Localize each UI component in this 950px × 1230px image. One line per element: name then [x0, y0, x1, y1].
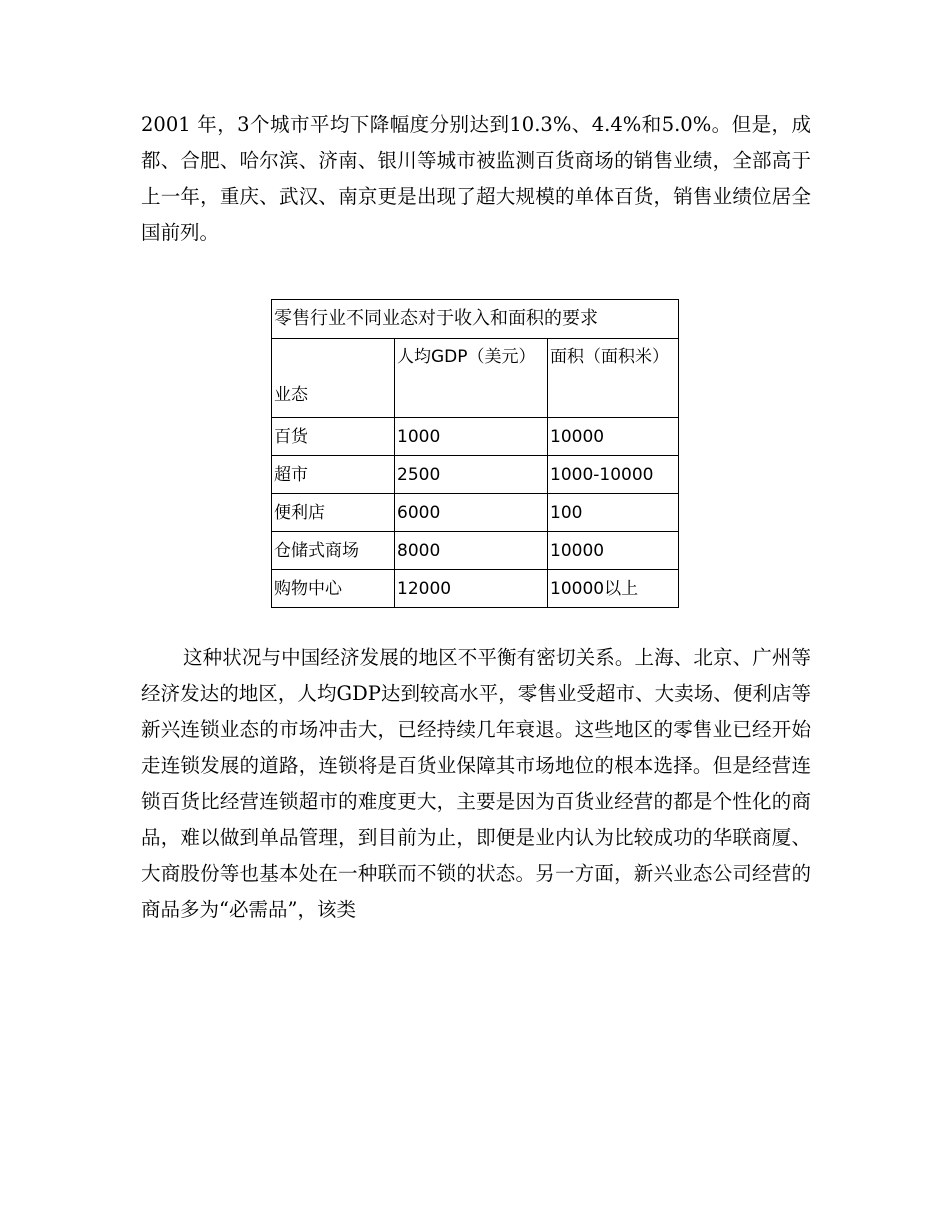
cell-area: 10000	[548, 418, 679, 456]
retail-format-table-container	[271, 299, 679, 608]
header-area: 面积（面积米）	[548, 339, 679, 418]
cell-area: 10000	[548, 532, 679, 570]
table-row	[272, 418, 679, 456]
cell-format: 仓储式商场	[272, 532, 395, 570]
table-row	[272, 532, 679, 570]
cell-area: 10000以上	[548, 570, 679, 608]
cell-area: 100	[548, 494, 679, 532]
cell-area: 1000-10000	[548, 456, 679, 494]
table-row	[272, 570, 679, 608]
cell-gdp: 2500	[395, 456, 548, 494]
cell-gdp: 6000	[395, 494, 548, 532]
cell-format: 超市	[272, 456, 395, 494]
paragraph-intro: 2001 年，3个城市平均下降幅度分别达到10.3%、4.4%和5.0%。但是，成都、合肥、哈尔滨、济南、银川等城市被监测百货商场的销售业绩，全部高于上一年，重庆、武汉、南京更是出现了超大规模的单体百货，销售业绩位居全国前列。	[141, 113, 811, 244]
retail-format-requirements-table	[271, 299, 679, 608]
paragraph-analysis: 这种状况与中国经济发展的地区不平衡有密切关系。上海、北京、广州等经济发达的地区，人均GDP达到较高水平，零售业受超市、大卖场、便利店等新兴连锁业态的市场冲击大，已经持续几年衰退。这些地区的零售业已经开始走连锁发展的道路，连锁将是百货业保障其市场地位的根本选择。但是经营连锁百货比经营连锁超市的难度更大，主要是因为百货业经营的都是个性化的商品，难以做到单品管理，到目前为止，即便是业内认为比较成功的华联商厦、大商股份等也基本处在一种联而不锁的状态。另一方面，新兴业态公司经营的商品多为“必需品”，该类	[141, 646, 811, 921]
table-row	[272, 456, 679, 494]
cell-gdp: 12000	[395, 570, 548, 608]
table-header-row	[272, 339, 679, 418]
cell-format: 便利店	[272, 494, 395, 532]
cell-gdp: 8000	[395, 532, 548, 570]
table-title: 零售行业不同业态对于收入和面积的要求	[272, 300, 679, 339]
header-gdp-per-capita: 人均GDP（美元）	[395, 339, 548, 418]
header-format: 业态	[272, 339, 395, 418]
cell-format: 购物中心	[272, 570, 395, 608]
cell-format: 百货	[272, 418, 395, 456]
table-row	[272, 494, 679, 532]
cell-gdp: 1000	[395, 418, 548, 456]
